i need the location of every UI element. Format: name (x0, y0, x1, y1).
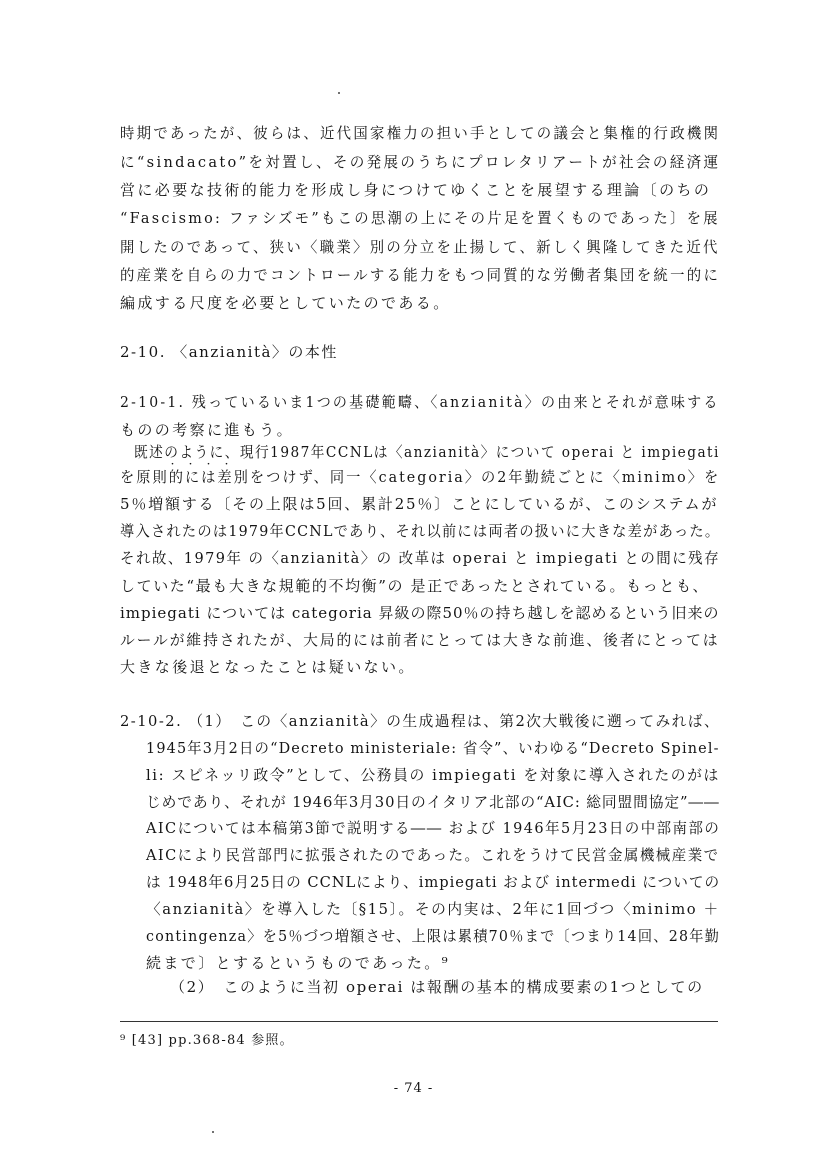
footnote: ⁹ [43] pp.368-84 参照。 (120, 1033, 294, 1048)
scan-speck (338, 92, 340, 94)
text-line: contingenza〉を5％づつ増額させ、上限は累積70％まで〔つまり14回、28年勤 (146, 927, 721, 945)
text-line: AICについては本稿第3節で説明する―― および 1946年5月23日の中部南部の (146, 819, 721, 837)
text-line: は 1948年6月25日の CCNLにより、impiegati および intermedi についての (146, 873, 721, 891)
section-heading: 2-10. 〈anzianità〉の本性 (120, 343, 338, 361)
text-line: していた“最も大きな規範的不均衡”の 是正であったとされている。もっとも、 (120, 577, 710, 595)
footnote-rule (120, 1021, 718, 1022)
text-line: ものの考察に進もう。 (120, 421, 295, 439)
page-number: - 74 - (393, 1081, 434, 1096)
text-line: 時期であったが、彼らは、近代国家権力の担い手としての議会と集権的行政機関 (120, 124, 721, 142)
text-line: それ故、1979年 の〈anzianità〉の 改革は operai と impiegati との間に残存 (120, 549, 721, 567)
text-line: 2-10-1. 残っているいま1つの基礎範疇、〈anzianità〉の由来とそれが意味する (120, 393, 720, 411)
text-line: impiegati については categoria 昇級の際50％の持ち越しを認めるという旧来の (120, 604, 720, 622)
emphasis-marks: ・・・・ (168, 460, 241, 470)
text-line: 導入されたのは1979年CCNLであり、それ以前には両者の扱いに大きな差があった。 (120, 522, 721, 540)
text-line: 続まで〕とするというものであった。⁹ (146, 954, 451, 972)
text-line: に“sindacato”を対置し、その発展のうちにプロレタリアートが社会の経済運 (120, 153, 721, 171)
text-line: 5％増額する〔その上限は5回、累計25％〕ことにしているが、このシステムが (120, 495, 719, 513)
text-line: ルールが維持されたが、大局的には前者にとっては大きな前進、後者にとっては (120, 631, 720, 649)
text-line: li: スピネッリ政令”として、公務員の impiegati を対象に導入されたのがは (146, 766, 720, 784)
text-line: 的産業を自らの力でコントロールする能力をもつ同質的な労働者集団を統一的に (120, 266, 721, 284)
text-line: 1945年3月2日の“Decreto ministeriale: 省令”、いわゆる“Decreto Spinel- (146, 739, 720, 757)
text-line: 2-10-2. （1） この〈anzianità〉の生成過程は、第2次大戦後に遡ってみれば、 (120, 712, 721, 730)
text-line: 〈anzianità〉を導入した〔§15〕。その内実は、2年に1回づつ〈minimo ＋ (146, 900, 720, 918)
text-line: じめであり、それが 1946年3月30日のイタリア北部の“AIC: 総同盟間協定”―― (146, 793, 720, 811)
text-line: 開したのであって、狭い〈職業〉別の分立を止揚して、新しく興隆してきた近代 (120, 238, 720, 256)
text-line: 大きな後退となったことは疑いない。 (120, 658, 416, 676)
text-line: を原則的には差別をつけず、同一〈categoria〉の2年勤続ごとに〈minimo〉を (120, 468, 721, 486)
text-line: （2） このように当初 operai は報酬の基本的構成要素の1つとしての (170, 978, 704, 996)
text-line: 営に必要な技術的能力を形成し身につけてゆくことを展望する理論〔のちの (120, 181, 712, 199)
text-line: 編成する尺度を必要としていたのである。 (120, 294, 451, 312)
text-line: AICにより民営部門に拡張されたのであった。これをうけて民営金属機械産業で (146, 846, 720, 864)
text-line: 既述のように、現行1987年CCNLは〈anzianità〉について operai と impiegati (134, 443, 720, 461)
text-line: “Fascismo: ファシズモ”もこの思潮の上にその片足を置くものであった〕を展 (120, 209, 720, 227)
scan-speck (212, 1131, 214, 1133)
